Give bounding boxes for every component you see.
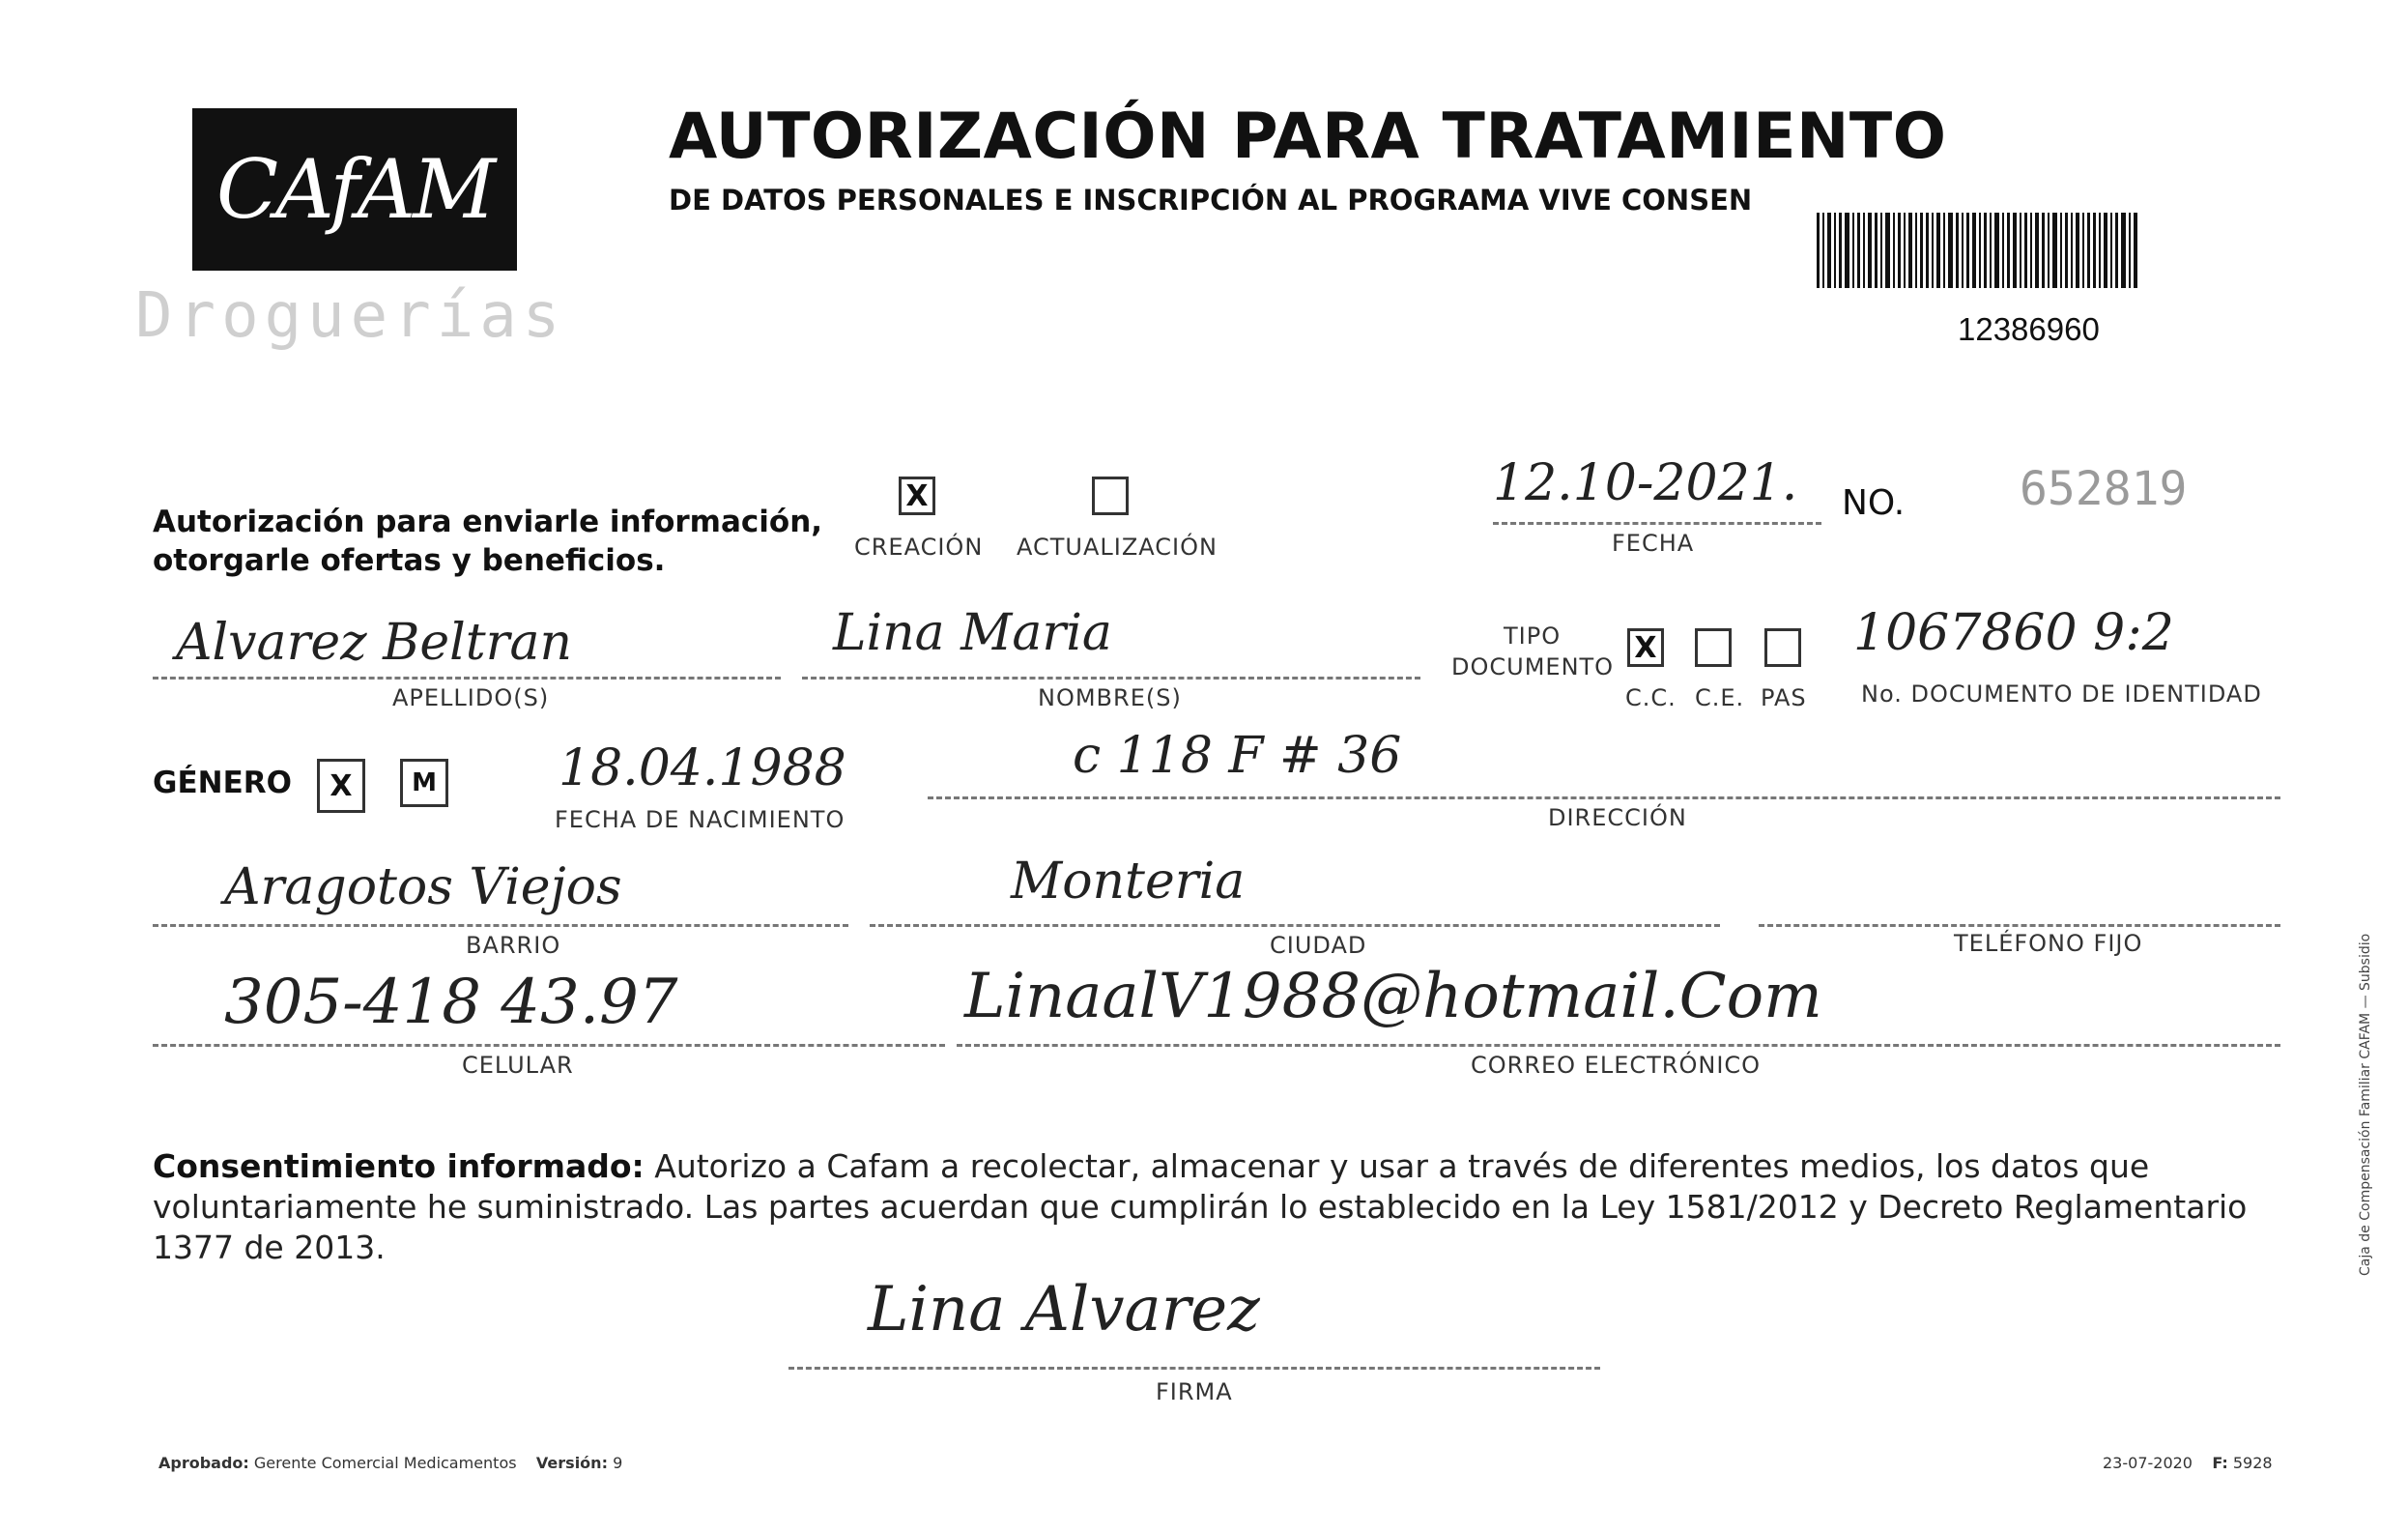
version-label: Versión: — [535, 1454, 608, 1472]
apellidos-value[interactable]: Alvarez Beltran — [176, 614, 572, 672]
barcode-bar — [2060, 213, 2062, 288]
barcode-bar — [1943, 213, 1945, 288]
barcode-bar — [1863, 213, 1865, 288]
footer-code-label: F: — [2212, 1454, 2228, 1472]
barcode-bar — [2104, 213, 2107, 288]
documento-label: DOCUMENTO — [1451, 653, 1615, 680]
barcode-bar — [2007, 213, 2010, 288]
direccion-label: DIRECCIÓN — [1548, 804, 1687, 831]
barcode-bar — [1852, 213, 1854, 288]
creacion-label: CREACIÓN — [854, 534, 984, 561]
celular-line — [153, 1044, 945, 1047]
apellidos-line — [153, 677, 781, 680]
barcode-bar — [2013, 213, 2017, 288]
barcode-bar — [2115, 213, 2118, 288]
document-title: AUTORIZACIÓN PARA TRATAMIENTO — [669, 101, 1947, 173]
documento-value[interactable]: 1067860 9:2 — [1853, 604, 2174, 662]
barcode-bar — [1932, 213, 1934, 288]
telefono-label: TELÉFONO FIJO — [1954, 930, 2143, 957]
barcode-bar — [2002, 213, 2004, 288]
authorization-line-1: Autorización para enviarle información, — [153, 505, 823, 539]
genero-f-checkbox[interactable]: X — [317, 759, 365, 813]
barcode-bar — [1875, 213, 1878, 288]
pas-checkbox[interactable] — [1764, 628, 1801, 667]
barcode-bar — [2035, 213, 2039, 288]
aprobado-value: Gerente Comercial Medicamentos — [253, 1454, 517, 1472]
barcode-bar — [1898, 213, 1901, 288]
barcode-bar — [2052, 213, 2057, 288]
signature-label: FIRMA — [1156, 1378, 1233, 1405]
logo-text: CAfAM — [215, 142, 494, 237]
barcode-bar — [1880, 213, 1882, 288]
barcode-bar — [2099, 213, 2101, 288]
documento-numero-label: No. DOCUMENTO DE IDENTIDAD — [1861, 680, 2262, 708]
barcode-bar — [1920, 213, 1923, 288]
authorization-line-2: otorgarle ofertas y beneficios. — [153, 543, 666, 578]
barcode-bar — [2121, 213, 2126, 288]
barcode-bar — [2134, 213, 2137, 288]
barcode-bar — [1904, 213, 1906, 288]
cc-checkbox[interactable]: X — [1627, 628, 1664, 667]
barcode-bar — [1868, 213, 1872, 288]
celular-label: CELULAR — [462, 1052, 574, 1079]
droguerias-sublogo: Droguerías — [135, 280, 566, 352]
barcode-bar — [1990, 213, 1992, 288]
correo-label: CORREO ELECTRÓNICO — [1471, 1052, 1762, 1079]
consent-text: Autorizo a Cafam a recolectar, almacenar y usar a través de diferentes medios, los datos que voluntariamente he suministrado. Las partes acuerdan que cumplirán lo establecido en la Ley 1581/2012 y Decreto Reglamentario 1377 de 2013. — [153, 1147, 2248, 1266]
barcode-bar — [1948, 213, 1953, 288]
nombres-value[interactable]: Lina Maria — [833, 604, 1112, 662]
barcode-number: 12386960 — [1958, 311, 2100, 347]
no-label: NO. — [1842, 483, 1906, 523]
barcode-bar — [2087, 213, 2090, 288]
barcode-bar — [2042, 213, 2045, 288]
nombres-label: NOMBRE(S) — [1038, 684, 1182, 711]
barcode-bar — [2129, 213, 2131, 288]
actualizacion-checkbox[interactable] — [1092, 477, 1129, 515]
barrio-value[interactable]: Aragotos Viejos — [224, 858, 622, 916]
side-vertical-text: Caja de Compensación Familiar CAFAM — Subsidio — [2358, 933, 2373, 1276]
nombres-line — [802, 677, 1420, 680]
barcode-bar — [2071, 213, 2073, 288]
footer-left — [158, 1454, 622, 1472]
ce-label: C.E. — [1695, 684, 1745, 711]
cafam-logo — [192, 108, 517, 271]
barcode-bar — [1885, 213, 1890, 288]
barcode-bar — [2110, 213, 2112, 288]
barcode-bar — [1979, 213, 1981, 288]
consent-heading: Consentimiento informado: — [153, 1147, 645, 1185]
authorization-text — [153, 503, 822, 580]
celular-value[interactable]: 305-418 43.97 — [224, 967, 678, 1038]
correo-value[interactable]: LinaalV1988@hotmail.Com — [964, 961, 1822, 1032]
telefono-line[interactable] — [1759, 924, 2280, 927]
footer-date: 23-07-2020 — [2103, 1454, 2193, 1472]
barcode-bar — [2076, 213, 2079, 288]
correo-line — [957, 1044, 2280, 1047]
barcode-bar — [2020, 213, 2021, 288]
document-subtitle: DE DATOS PERSONALES E INSCRIPCIÓN AL PROGRAMA VIVE CONSEN — [669, 184, 1753, 217]
barcode-bar — [2024, 213, 2027, 288]
genero-label: GÉNERO — [153, 766, 292, 800]
direccion-value[interactable]: c 118 F # 36 — [1073, 727, 1402, 785]
barcode-bar — [2048, 213, 2050, 288]
barcode-bar — [1972, 213, 1976, 288]
barcode-bar — [1845, 213, 1849, 288]
barcode-bar — [2082, 213, 2084, 288]
barcode-bar — [1926, 213, 1929, 288]
barcode-bar — [1893, 213, 1895, 288]
fecha-value[interactable]: 12.10-2021. — [1493, 454, 1798, 512]
barcode-bar — [1962, 213, 1964, 288]
barcode-bar — [1857, 213, 1860, 288]
consent-paragraph — [153, 1146, 2279, 1268]
apellidos-label: APELLIDO(S) — [392, 684, 550, 711]
barrio-line — [153, 924, 848, 927]
genero-m-checkbox[interactable]: M — [400, 759, 448, 807]
barcode-bar — [1908, 213, 1912, 288]
barcode-bar — [1834, 213, 1836, 288]
fecha-label: FECHA — [1612, 530, 1695, 557]
signature-value[interactable]: Lina Alvarez — [868, 1274, 1260, 1345]
nacimiento-label: FECHA DE NACIMIENTO — [555, 806, 846, 833]
cc-label: C.C. — [1625, 684, 1677, 711]
ciudad-value[interactable]: Monteria — [1011, 853, 1246, 911]
aprobado-label: Aprobado: — [158, 1454, 249, 1472]
barcode-bar — [1915, 213, 1917, 288]
barrio-label: BARRIO — [466, 932, 561, 959]
barcode-bar — [1817, 213, 1820, 288]
barcode-bar — [1994, 213, 1999, 288]
fecha-line — [1493, 522, 1821, 525]
barcode-bar — [1827, 213, 1831, 288]
barcode-bar — [1839, 213, 1842, 288]
nacimiento-value[interactable]: 18.04.1988 — [559, 739, 846, 797]
barcode-bar — [2065, 213, 2068, 288]
barcode-bar — [2030, 213, 2032, 288]
ciudad-line — [870, 924, 1720, 927]
ciudad-label: CIUDAD — [1270, 932, 1367, 959]
footer-code-value: 5928 — [2232, 1454, 2273, 1472]
barcode-bar — [1936, 213, 1940, 288]
direccion-line — [928, 796, 2280, 799]
barcode-bar — [2093, 213, 2096, 288]
footer-right — [2103, 1454, 2273, 1472]
tipo-label: TIPO — [1504, 622, 1562, 650]
ce-checkbox[interactable] — [1695, 628, 1732, 667]
barcode-bar — [1956, 213, 1959, 288]
signature-line — [788, 1367, 1600, 1370]
creacion-checkbox[interactable]: X — [899, 477, 935, 515]
no-value: 652819 — [2020, 462, 2188, 516]
actualizacion-label: ACTUALIZACIÓN — [1017, 534, 1218, 561]
pas-label: PAS — [1761, 684, 1807, 711]
barcode-bar — [1822, 213, 1824, 288]
version-value: 9 — [613, 1454, 623, 1472]
barcode-bar — [1966, 213, 1969, 288]
barcode — [1817, 213, 2208, 288]
barcode-bar — [1984, 213, 1987, 288]
